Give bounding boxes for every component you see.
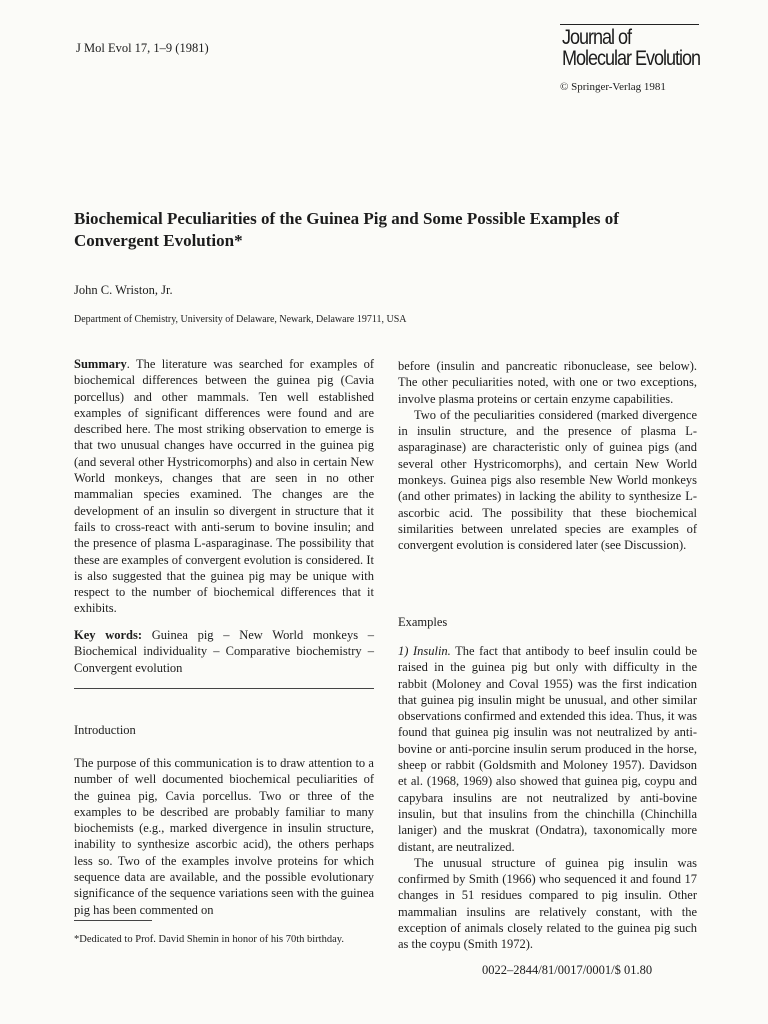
summary-block: Summary. The literature was searched for examples of biochemical differences between the guinea pig (Cavia porcellus) and other mammals. Ten well established examples of significant differences were found and are described here. The most striking observation to emerge is that two unusual changes have occurred in the guinea pig (and several other Hystricomorphs) and also in certain New World monkeys, changes that are seen in no other mammalian species examined. The changes are the development of an insulin so divergent in structure that it fails to cross-react with anti-serum to bovine insulin; and the presence of plasma L-asparaginase. The possibility that these are examples of convergent evolution is considered. It is also suggested that the guinea pig may be unique with respect to the number of biochemical differences that it exhibits. (74, 357, 374, 616)
keywords-block (74, 627, 374, 676)
right-paragraph-1: before (insulin and pancreatic ribonuclease, see below). The other peculiarities noted, with one or two exceptions, involve plasma proteins or certain enzyme capabilities. (398, 359, 697, 406)
footnote-rule (74, 920, 152, 921)
examples-body (398, 643, 697, 953)
introduction-body (74, 755, 374, 918)
insulin-label: 1) Insulin. (398, 644, 451, 658)
insulin-paragraph: The fact that antibody to beef insulin could be raised in the guinea pig but only with difficulty in the rabbit (Moloney and Coval 1955) was the first indication that guinea pig insulin might be unusual, and other similar observations confirmed and extended this idea. Thus, it was found that guinea pig insulin was not neutralized by anti-bovine or anti-porcine insulin serum produced in the horse, sheep or rabbit (Goldsmith and Moloney 1957). Davidson et al. (1968, 1969) also showed that guinea pig, coypu and capybara insulins are not neutralized by anti-bovine insulin, but that insulins from the chinchilla (Chinchilla laniger) and the muskrat (Ondatra), taxonomically more distant, are neutralized. (398, 644, 698, 854)
journal-rule (560, 24, 699, 25)
author-affiliation: Department of Chemistry, University of Delaware, Newark, Delaware 19711, USA (74, 314, 407, 325)
journal-name-line1: Journal of (562, 26, 632, 49)
copyright-code: 0022–2844/81/0017/0001/$ 01.80 (482, 963, 653, 977)
section-divider (74, 688, 374, 689)
summary-text: The literature was searched for examples of biochemical differences between the guinea pig (Cavia porcellus) and other mammals. Ten well established examples of significant differences were found and are described here. The most striking observation to emerge is that two unusual changes have occurred in the guinea pig (and several other Hystricomorphs) and also in certain New World monkeys, changes that are seen in no other mammalian species examined. The changes are the development of an insulin so divergent in structure that it fails to cross-react with anti-serum to bovine insulin; and the presence of plasma L-asparaginase. The possibility that these are examples of convergent evolution is considered. It is also suggested that the guinea pig may be unique with respect to the number of biochemical differences that it exhibits. (74, 357, 374, 616)
article-author: John C. Wriston, Jr. (74, 283, 173, 297)
introduction-heading-wrap (74, 722, 374, 738)
keywords-text: Guinea pig – New World monkeys – Biochemical individuality – Comparative biochemistry – Convergent evolution (74, 628, 375, 675)
keywords-label: Key words: (74, 628, 143, 642)
summary-label: Summary (74, 357, 127, 371)
insulin-structure-paragraph: The unusual structure of guinea pig insulin was confirmed by Smith (1966) who sequenced it and found 17 changes in 51 residues compared to pig insulin. Other mammalian insulins are relatively constant, with the exception of animals closely related to the guinea pig such as the coypu (Smith 1972). (398, 855, 697, 952)
publisher-line: © Springer-Verlag 1981 (560, 81, 666, 93)
article-title: Biochemical Peculiarities of the Guinea Pig and Some Possible Examples of Convergent Evolution* (74, 209, 619, 250)
introduction-heading: Introduction (74, 723, 136, 737)
introduction-paragraph: The purpose of this communication is to draw attention to a number of well documented biochemical peculiarities of the guinea pig, Cavia porcellus. Two or three of the examples to be described are probably familiar to many biochemists (e.g., marked divergence in insulin structure, inability to synthesize ascorbic acid), the others perhaps less so. Two of the examples involve proteins for which sequence data are available, and the possible evolutionary significance of the sequence variations seen with the guinea pig has been commented on (74, 756, 374, 917)
right-paragraph-2: Two of the peculiarities considered (marked divergence in insulin structure, and the presence of plasma L-asparaginase) are characteristic only of guinea pigs (and several other Hystricomorphs), and certain New World monkeys. Guinea pigs also resemble New World monkeys (and other primates) in lacking the ability to synthesize L-ascorbic acid. The possibility that these biochemical similarities between unrelated species are examples of convergent evolution is considered later (see Discussion). (398, 407, 697, 553)
examples-heading: Examples (398, 615, 448, 629)
right-column-top (398, 358, 697, 554)
examples-heading-wrap (398, 614, 697, 630)
journal-citation: J Mol Evol 17, 1–9 (1981) (76, 41, 209, 55)
journal-logo (562, 27, 700, 69)
journal-name-line2: Molecular Evolution (562, 47, 701, 70)
footnote: *Dedicated to Prof. David Shemin in honor of his 70th birthday. (74, 934, 344, 945)
